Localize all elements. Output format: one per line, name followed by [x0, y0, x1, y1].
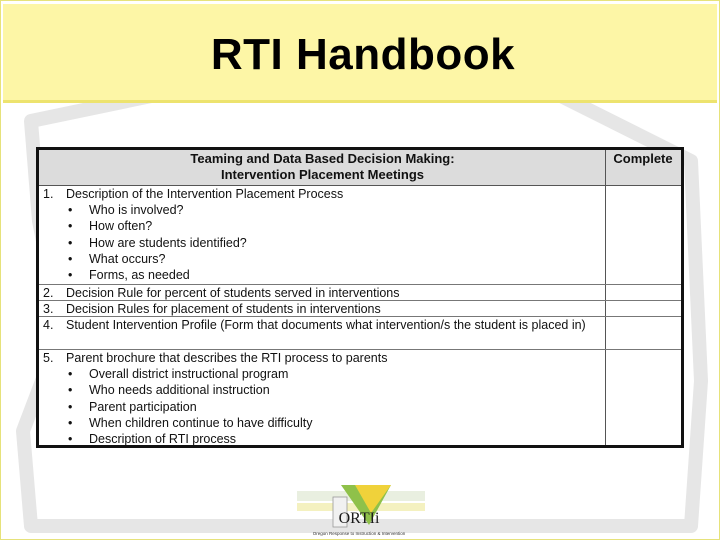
item-text: Parent brochure that describes the RTI process to parents: [66, 351, 388, 365]
bullet-icon: •: [68, 416, 73, 430]
header-line-2: Intervention Placement Meetings: [221, 167, 424, 182]
bullet-icon: •: [68, 268, 73, 282]
bullet-text: Who needs additional instruction: [89, 383, 270, 397]
bullet-icon: •: [68, 383, 73, 397]
bullet-text: How often?: [89, 219, 153, 233]
table-row: [39, 285, 605, 301]
item-number: 4.: [43, 318, 54, 332]
table-row: [39, 186, 605, 282]
item-text: Student Intervention Profile (Form that documents what intervention/s the student is placed in): [66, 318, 586, 332]
bullet-icon: •: [68, 432, 73, 446]
bullet-text: Who is involved?: [89, 203, 184, 217]
bullet-icon: •: [68, 252, 73, 266]
handbook-table: [36, 147, 684, 448]
complete-column-header: Complete: [613, 151, 673, 166]
column-divider: [605, 150, 606, 445]
bullet-icon: •: [68, 400, 73, 414]
title-band: [3, 4, 717, 103]
item-number: 2.: [43, 286, 54, 300]
item-number: 5.: [43, 351, 54, 365]
bullet-icon: •: [68, 219, 73, 233]
item-number: 1.: [43, 187, 54, 201]
table-header: [39, 150, 681, 186]
table-row: [39, 350, 605, 446]
bullet-text: Parent participation: [89, 400, 197, 414]
bullet-text: Description of RTI process: [89, 432, 237, 446]
logo-text: ORTIi: [338, 510, 380, 527]
item-text: Decision Rule for percent of students served in interventions: [66, 286, 400, 300]
bullet-text: How are students identified?: [89, 236, 247, 250]
bullet-text: Overall district instructional program: [89, 367, 289, 381]
bullet-icon: •: [68, 203, 73, 217]
slide-title: RTI Handbook: [210, 30, 516, 79]
ortii-logo: [297, 483, 425, 539]
table-header-title: [41, 151, 604, 183]
bullet-text: When children continue to have difficulty: [89, 416, 313, 430]
logo-tagline: Oregon Response to Instruction & Intervention: [312, 531, 406, 536]
bullet-icon: •: [68, 367, 73, 381]
item-text: Description of the Intervention Placement Process: [66, 187, 344, 201]
header-line-1: Teaming and Data Based Decision Making:: [190, 151, 455, 166]
item-text: Decision Rules for placement of students in interventions: [66, 302, 381, 316]
bullet-text: What occurs?: [89, 252, 166, 266]
bullet-text: Forms, as needed: [89, 268, 190, 282]
table-row: [39, 301, 605, 317]
bullet-icon: •: [68, 236, 73, 250]
table-row: [39, 317, 605, 349]
item-number: 3.: [43, 302, 54, 316]
